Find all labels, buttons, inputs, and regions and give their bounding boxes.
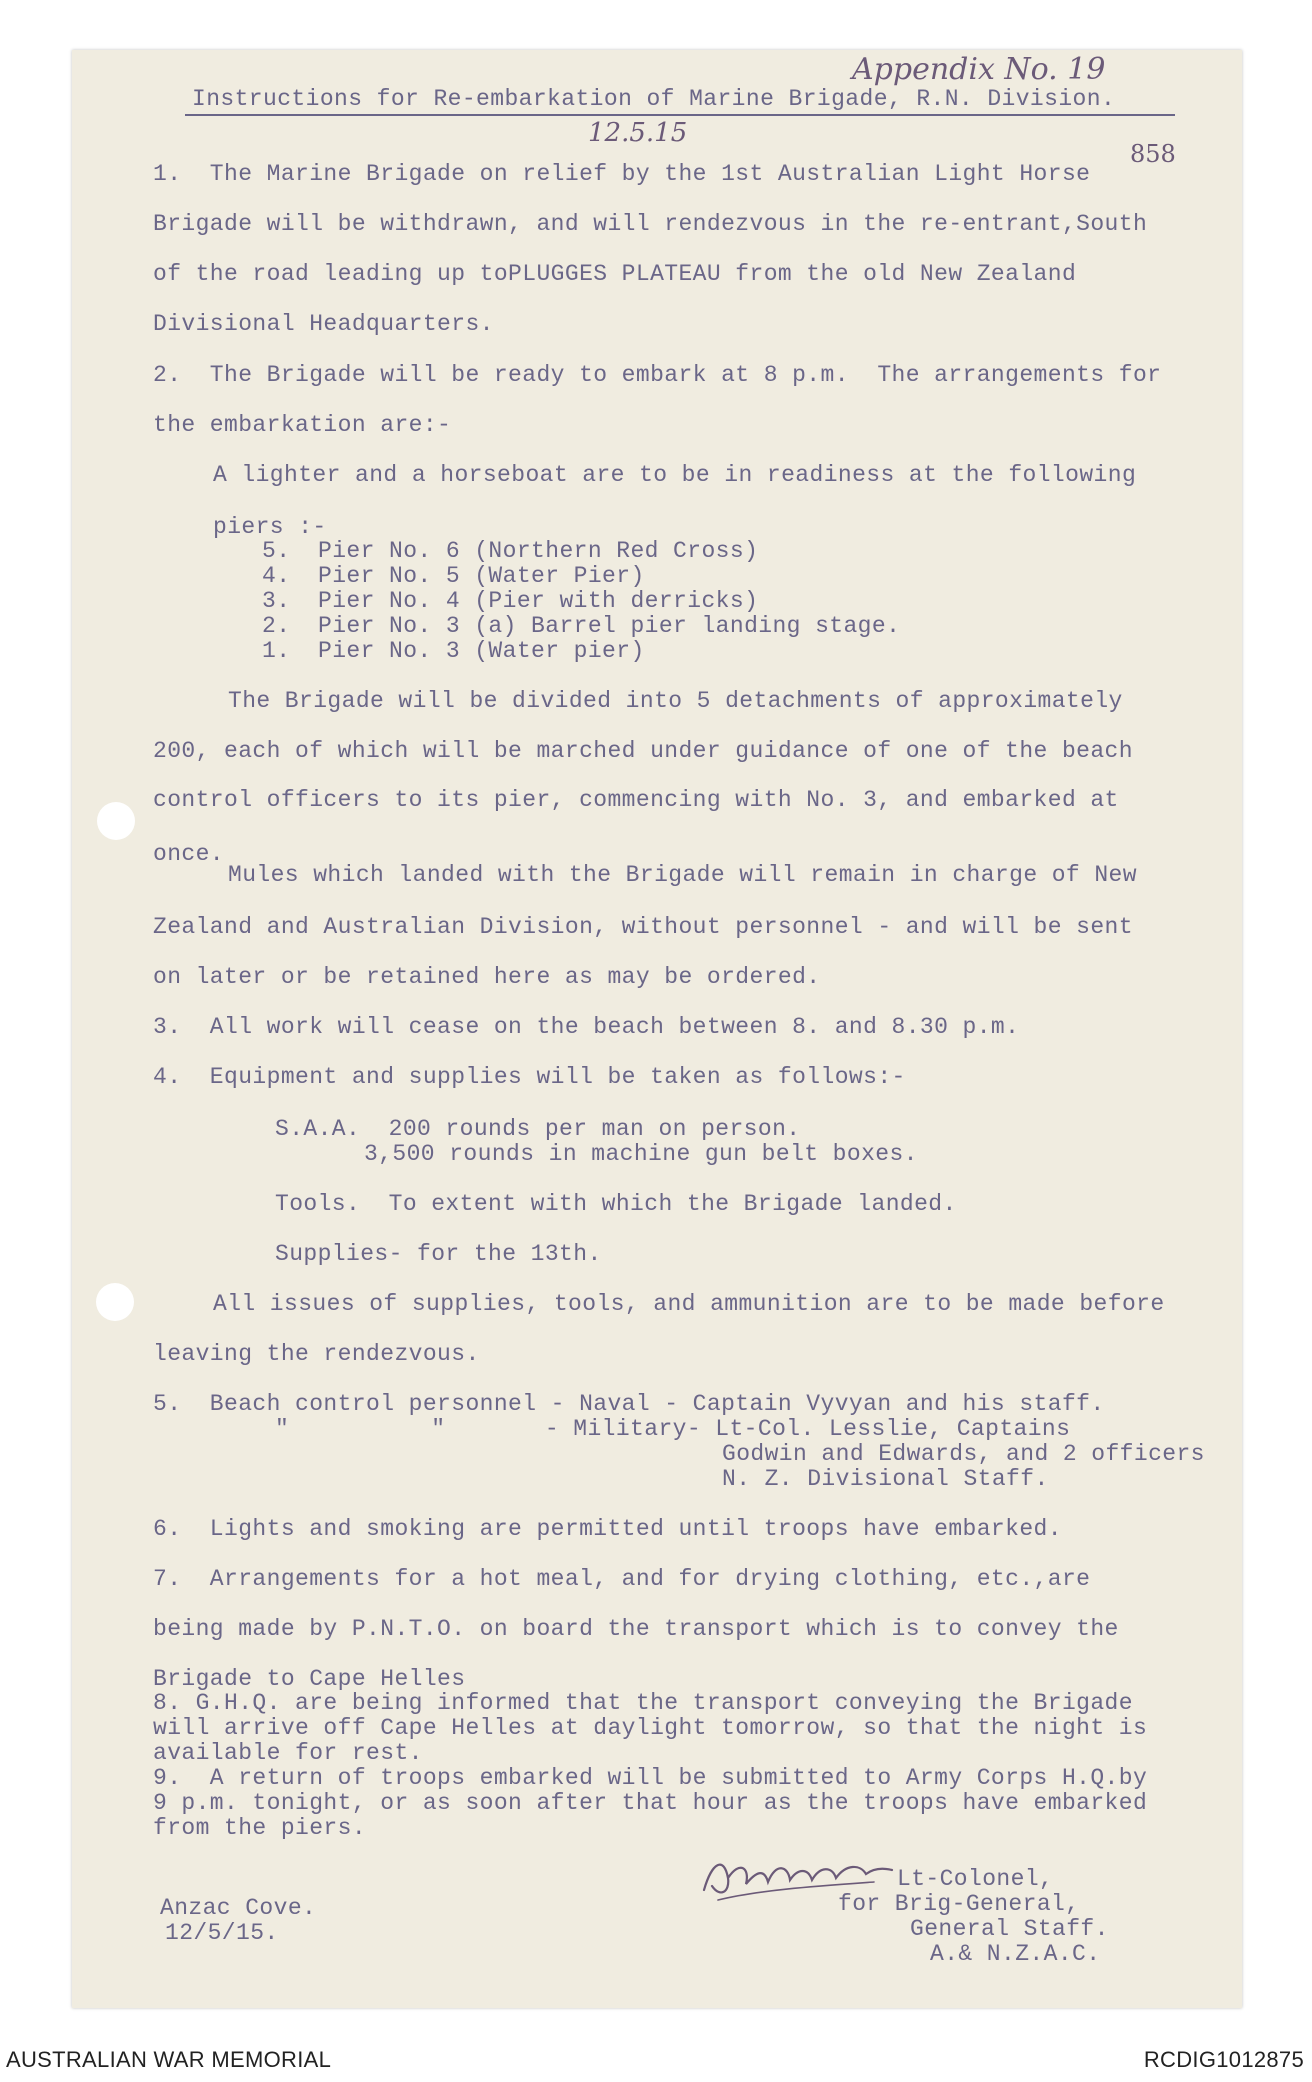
body-line: 7. Arrangements for a hot meal, and for drying clothing, etc.,are <box>153 1566 1091 1592</box>
pier-item: Pier No. 4 (Pier with derricks) <box>318 588 759 614</box>
pier-number: 1. <box>262 638 291 664</box>
pier-number: 3. <box>262 588 291 614</box>
footer-institution: AUSTRALIAN WAR MEMORIAL <box>6 2047 332 2072</box>
body-line: A lighter and a horseboat are to be in readiness at the following <box>213 462 1137 488</box>
body-line: 200, each of which will be marched under guidance of one of the beach <box>153 738 1133 764</box>
body-line: on later or be retained here as may be ordered. <box>153 964 821 990</box>
body-line: 4. Equipment and supplies will be taken as follows:- <box>153 1064 906 1090</box>
body-line: Mules which landed with the Brigade will remain in charge of New <box>228 862 1137 888</box>
pier-number: 2. <box>262 613 291 639</box>
supply-line: S.A.A. 200 rounds per man on person. <box>275 1116 801 1142</box>
body-line: 1. The Marine Brigade on relief by the 1st Australian Light Horse <box>153 161 1091 187</box>
issue-date: 12/5/15. <box>165 1920 279 1946</box>
body-line: 2. The Brigade will be ready to embark at 8 p.m. The arrangements for <box>153 362 1162 388</box>
place-of-issue: Anzac Cove. <box>160 1895 317 1921</box>
body-line: Brigade to Cape Helles <box>153 1666 466 1692</box>
body-line: from the piers. <box>153 1815 367 1841</box>
supply-line: Tools. To extent with which the Brigade landed. <box>275 1191 957 1217</box>
pier-item: Pier No. 3 (Water pier) <box>318 638 645 664</box>
body-line: Brigade will be withdrawn, and will rendezvous in the re-entrant,South <box>153 211 1148 237</box>
punch-hole-top <box>97 802 135 840</box>
body-line: piers :- <box>213 514 327 540</box>
body-line: " " - Military- Lt-Col. Lesslie, Captains <box>275 1416 1071 1442</box>
pier-item: Pier No. 3 (a) Barrel pier landing stage. <box>318 613 901 639</box>
body-line: 8. G.H.Q. are being informed that the transport conveying the Brigade <box>153 1690 1133 1716</box>
footer-record-id: RCDIG1012875 <box>1143 2047 1304 2072</box>
body-line: available for rest. <box>153 1740 423 1766</box>
body-line: Zealand and Australian Division, without personnel - and will be sent <box>153 914 1133 940</box>
supply-line: Supplies- for the 13th. <box>275 1241 602 1267</box>
body-line: control officers to its pier, commencing with No. 3, and embarked at <box>153 787 1119 813</box>
pier-item: Pier No. 5 (Water Pier) <box>318 563 645 589</box>
appendix-annotation: Appendix No. 19 <box>852 52 1106 87</box>
pier-number: 4. <box>262 563 291 589</box>
body-line: being made by P.N.T.O. on board the transport which is to convey the <box>153 1616 1119 1642</box>
body-line: the embarkation are:- <box>153 412 452 438</box>
body-line: of the road leading up toPLUGGES PLATEAU from the old New Zealand <box>153 261 1077 287</box>
body-line: 9 p.m. tonight, or as soon after that hour as the troops have embarked <box>153 1790 1148 1816</box>
signatory-rank: Lt-Colonel, <box>897 1866 1054 1892</box>
body-line: once. <box>153 841 225 867</box>
signatory-unit: A.& N.Z.A.C. <box>930 1941 1101 1967</box>
body-line: 6. Lights and smoking are permitted until troops have embarked. <box>153 1516 1062 1542</box>
body-line: The Brigade will be divided into 5 detachments of approximately <box>228 688 1123 714</box>
body-line: 9. A return of troops embarked will be submitted to Army Corps H.Q.by <box>153 1765 1148 1791</box>
supply-line: 3,500 rounds in machine gun belt boxes. <box>364 1141 918 1167</box>
pier-number: 5. <box>262 538 291 564</box>
pier-item: Pier No. 6 (Northern Red Cross) <box>318 538 759 564</box>
title-underline <box>185 114 1175 116</box>
document-title: Instructions for Re-embarkation of Marine Brigade, R.N. Division. <box>192 86 1116 112</box>
signatory-for: for Brig-General, <box>838 1891 1080 1917</box>
handwritten-date: 12.5.15 <box>588 118 688 148</box>
body-line: leaving the rendezvous. <box>153 1341 480 1367</box>
body-line: Divisional Headquarters. <box>153 311 494 337</box>
punch-hole-bottom <box>96 1283 134 1321</box>
body-line: 5. Beach control personnel - Naval - Captain Vyvyan and his staff. <box>153 1391 1105 1417</box>
signatory-staff: General Staff. <box>910 1916 1109 1942</box>
body-line: will arrive off Cape Helles at daylight tomorrow, so that the night is <box>153 1715 1148 1741</box>
body-line: N. Z. Divisional Staff. <box>722 1466 1049 1492</box>
body-line: Godwin and Edwards, and 2 officers <box>722 1441 1205 1467</box>
body-line: All issues of supplies, tools, and ammunition are to be made before <box>213 1291 1165 1317</box>
body-line: 3. All work will cease on the beach between 8. and 8.30 p.m. <box>153 1014 1020 1040</box>
page-number: 858 <box>1130 140 1176 168</box>
